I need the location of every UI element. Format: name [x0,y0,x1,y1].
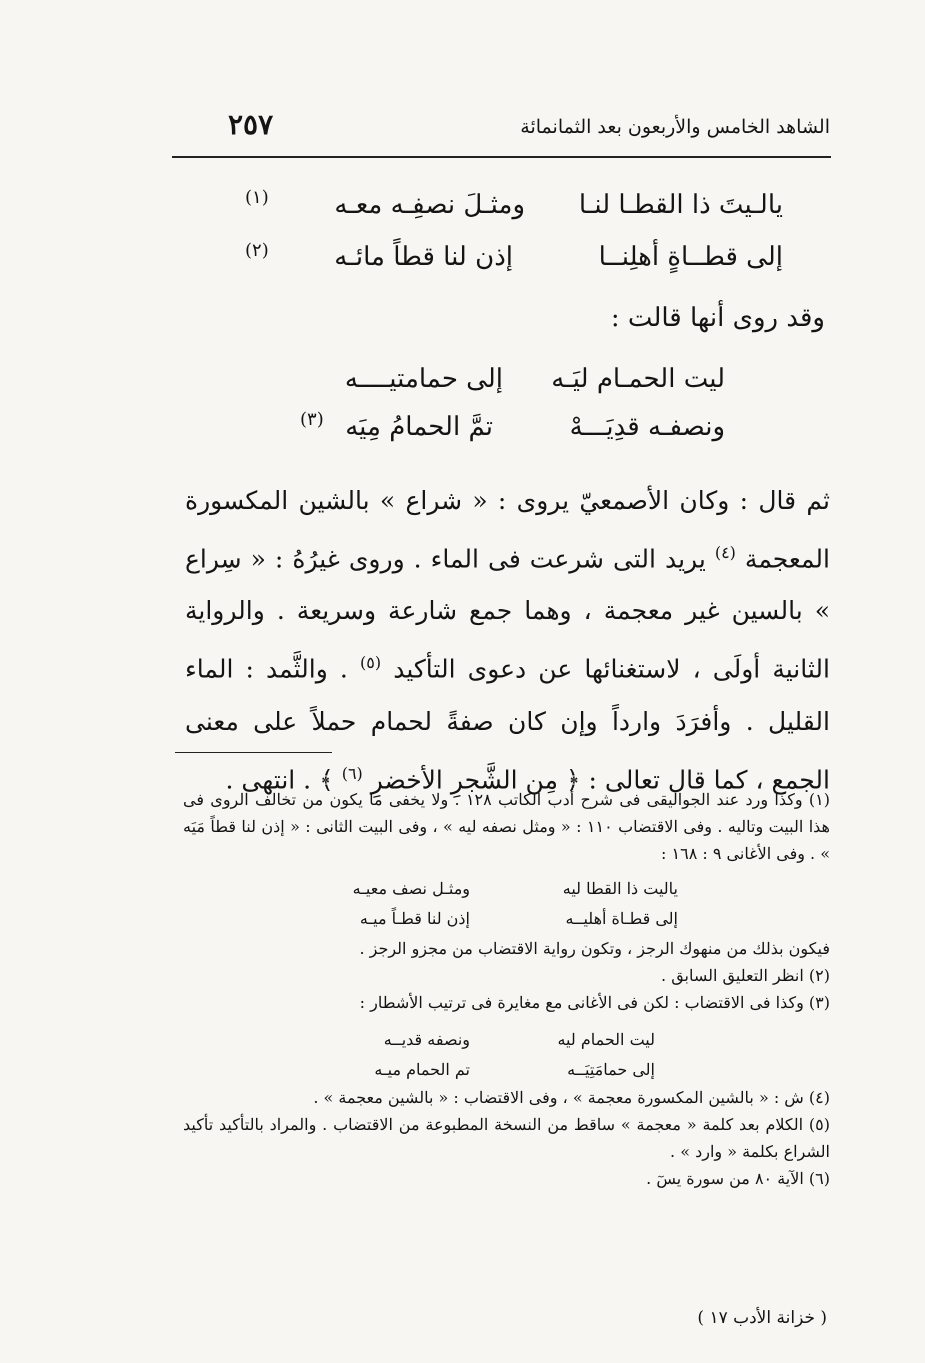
prose-segment-3: . والثَّمد : الماء القليل . وأفرَدَ وارداً وإن كان صفةً لحمام حملاً على معنى الجمع ، كما قال تعالى : ﴿ مِن الشَّجرِ الأخضرِ [185,654,830,794]
main-prose [185,475,830,806]
verse-4-first-hemistich: ونصفـه قدِيَـــهْ [569,412,725,442]
fn3-verse-1-right: ليت الحمام ليه [557,1030,655,1049]
footnote-1-continuation: فيكون بذلك من منهوك الرجز ، وتكون رواية الاقتضاب من مجزو الرجز . [359,939,830,958]
fn3-verse-2-left: تم الحمام ميـه [374,1060,470,1079]
footnote-ref-3: (٣) [300,409,324,430]
footnote-4: (٤) ش : « بالشين المكسورة معجمة » ، وفى الاقتضاب : « بالشين معجمة » . [313,1088,830,1107]
footnote-5: (٥) الكلام بعد كلمة « معجمة » ساقط من النسخة المطبوعة من الاقتضاب . والمراد بالتأكيد تأكيد الشراع بكلمة « وارد » . [183,1115,830,1161]
footnote-3-verses [183,1016,830,1084]
footnote-ref-1: (١) [245,187,269,208]
fn1-verse-2-right: إلى قطـاة أهليــه [565,909,678,928]
footnotes [183,786,830,1192]
page-number: ٢٥٧ [228,108,274,141]
verse-3-second-hemistich: إلى حمامتيــــه [344,364,503,394]
footnote-1-verses [183,867,830,935]
prose-segment-4: ﴾ . انتهى . [225,764,334,794]
header-rule [172,156,831,158]
fn1-verse-1-right: ياليت ذا القطا ليه [562,879,678,898]
fn3-verse-1-left: ونصفه قديــه [383,1030,470,1049]
verse-intro: وقد روى أنها قالت : [610,303,825,333]
footnote-ref-4: (٤) [714,543,736,562]
footnote-ref-6: (٦) [341,763,363,783]
fn1-verse-1-left: ومثـل نصف معيـه [352,879,470,898]
verse-2-first-hemistich: إلى قطــاةٍ أهلِنــا [598,242,783,272]
verse-2-second-hemistich: إذن لنا قطاً مائـه [334,242,513,272]
verse-1-first-hemistich: يالـيتَ ذا القطـا لنـا [578,190,783,220]
footnote-2: (٢) انظر التعليق السابق . [661,966,830,985]
footnote-3: (٣) وكذا فى الاقتضاب : لكن فى الأغانى مع مغايرة فى ترتيب الأشطار : [359,993,830,1012]
verse-1-second-hemistich: ومثـلَ نصفِـه معـه [334,190,525,220]
prose-segment-2: يريد التى شرعت فى الماء . وروى غيرُهُ : « سِراع » بالسين غير معجمة ، وهما جمع شارعة وسريعة . والرواية الثانية أولَى ، لاستغنائها عن دعوى التأكيد [185,544,830,684]
footnote-ref-5: (٥) [360,653,382,673]
footnote-ref-2: (٢) [245,240,269,261]
verse-4-second-hemistich: تمَّ الحمامُ مِيَه [345,412,493,442]
verse-3-first-hemistich: ليت الحمـام ليَـه [551,364,725,394]
fn3-verse-2-right: إلى حمامَتِيَــه [567,1060,655,1079]
signature-mark: ( خزانة الأدب ١٧ ) [697,1308,827,1328]
running-title: الشاهد الخامس والأربعون بعد الثمانمائة [520,116,830,138]
footnote-separator [175,752,332,753]
prose-segment-1: ثم قال : وكان الأصمعيّ يروى : « شراع » بالشين المكسورة المعجمة [185,486,830,574]
footnote-1: (١) وكذا ورد عند الجواليقى فى شرح أدب الكاتب ١٢٨ . ولا يخفى ما يكون من تخالف الروى فى هذا البيت وتاليه . وفى الاقتضاب ١١٠ : « ومثل نصفه ليه » ، وفى البيت الثانى : « إذن لنا قطاً مَيَه » . وفى الأغانى ٩ : ١٦٨ : [183,790,831,863]
fn1-verse-2-left: إذن لنا قطـاً ميـه [359,909,470,928]
footnote-6: (٦) الآية ٨٠ من سورة يسٓ . [646,1169,830,1188]
